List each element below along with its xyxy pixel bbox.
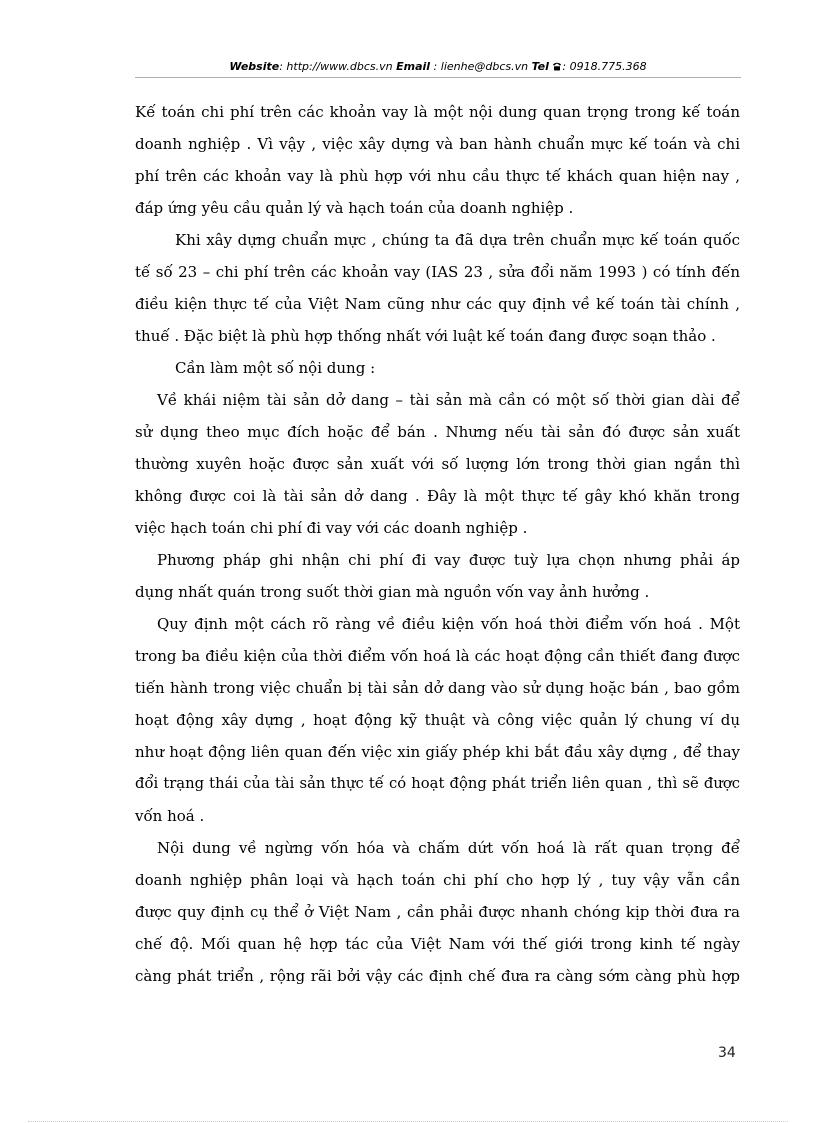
text-line: tiến hành trong việc chuẩn bị tài sản dở dang vào sử dụng hoặc bán , bao gồm [135,679,740,697]
text-line: chế độ. Mối quan hệ hợp tác của Việt Nam với thế giới trong kinh tế ngày [135,935,740,953]
text-line: doanh nghiệp phân loại và hạch toán chi phí cho hợp lý , tuy vậy vẫn cần [135,871,740,889]
tel-number: : 0918.775.368 [562,60,647,73]
text-line: Quy định một cách rõ ràng về điều kiện vốn hoá thời điểm vốn hoá . Một [157,615,740,633]
text-line: Khi xây dựng chuẩn mực , chúng ta đã dựa trên chuẩn mực kế toán quốc [175,231,740,249]
text-line: điều kiện thực tế của Việt Nam cũng như các quy định về kế toán tài chính , [135,295,740,313]
email-address: : lienhe@dbcs.vn [430,60,532,73]
telephone-icon [552,62,562,71]
text-line: như hoạt động liên quan đến việc xin giấy phép khi bắt đầu xây dựng , để thay [135,743,740,761]
text-line: trong ba điều kiện của thời điểm vốn hoá là các hoạt động cần thiết đang được [135,647,740,665]
page-header [135,60,741,73]
text-line: không được coi là tài sản dở dang . Đây là một thực tế gây khó khăn trong [135,487,740,505]
text-line: doanh nghiệp . Vì vậy , việc xây dựng và ban hành chuẩn mực kế toán và chi [135,135,740,153]
text-line: đổi trạng thái của tài sản thực tế có hoạt động phát triển liên quan , thì sẽ được [135,775,740,792]
header-divider [135,77,741,78]
email-label: Email [396,60,431,73]
text-line: được quy định cụ thể ở Việt Nam , cần phải được nhanh chóng kịp thời đưa ra [135,903,740,921]
text-line: phí trên các khoản vay là phù hợp với nhu cầu thực tế khách quan hiện nay , [135,167,740,185]
text-line: thường xuyên hoặc được sản xuất với số lượng lớn trong thời gian ngắn thì [135,455,740,473]
text-line: tế số 23 – chi phí trên các khoản vay (IAS 23 , sửa đổi năm 1993 ) có tính đến [135,263,740,281]
text-line: vốn hoá . [135,807,205,825]
text-line: Cần làm một số nội dung : [175,359,376,377]
text-line: hoạt động xây dựng , hoạt động kỹ thuật và công việc quản lý chung ví dụ [135,711,740,729]
text-line: càng phát triển , rộng rãi bởi vậy các định chế đưa ra càng sớm càng phù hợp [135,967,740,985]
text-line: đáp ứng yêu cầu quản lý và hạch toán của doanh nghiệp . [135,199,574,217]
text-line: thuế . Đặc biệt là phù hợp thống nhất với luật kế toán đang được soạn thảo . [135,327,716,345]
text-line: dụng nhất quán trong suốt thời gian mà nguồn vốn vay ảnh hưởng . [135,583,650,601]
footer-divider [28,1121,788,1122]
body-text [135,96,740,992]
text-line: Kế toán chi phí trên các khoản vay là một nội dung quan trọng trong kế toán [135,103,740,121]
text-line: Phương pháp ghi nhận chi phí đi vay được tuỳ lựa chọn nhưng phải áp [157,551,740,569]
website-label: Website [229,60,280,73]
text-line: việc hạch toán chi phí đi vay với các doanh nghiệp . [135,519,528,537]
website-url: : http://www.dbcs.vn [279,60,397,73]
text-line: Về khái niệm tài sản dở dang – tài sản mà cần có một số thời gian dài để [157,391,740,409]
tel-label: Tel [531,60,549,73]
text-line: sử dụng theo mục đích hoặc để bán . Nhưng nếu tài sản đó được sản xuất [135,423,740,441]
text-line: Nội dung về ngừng vốn hóa và chấm dứt vốn hoá là rất quan trọng để [157,839,740,857]
page-number: 34 [718,1045,736,1061]
